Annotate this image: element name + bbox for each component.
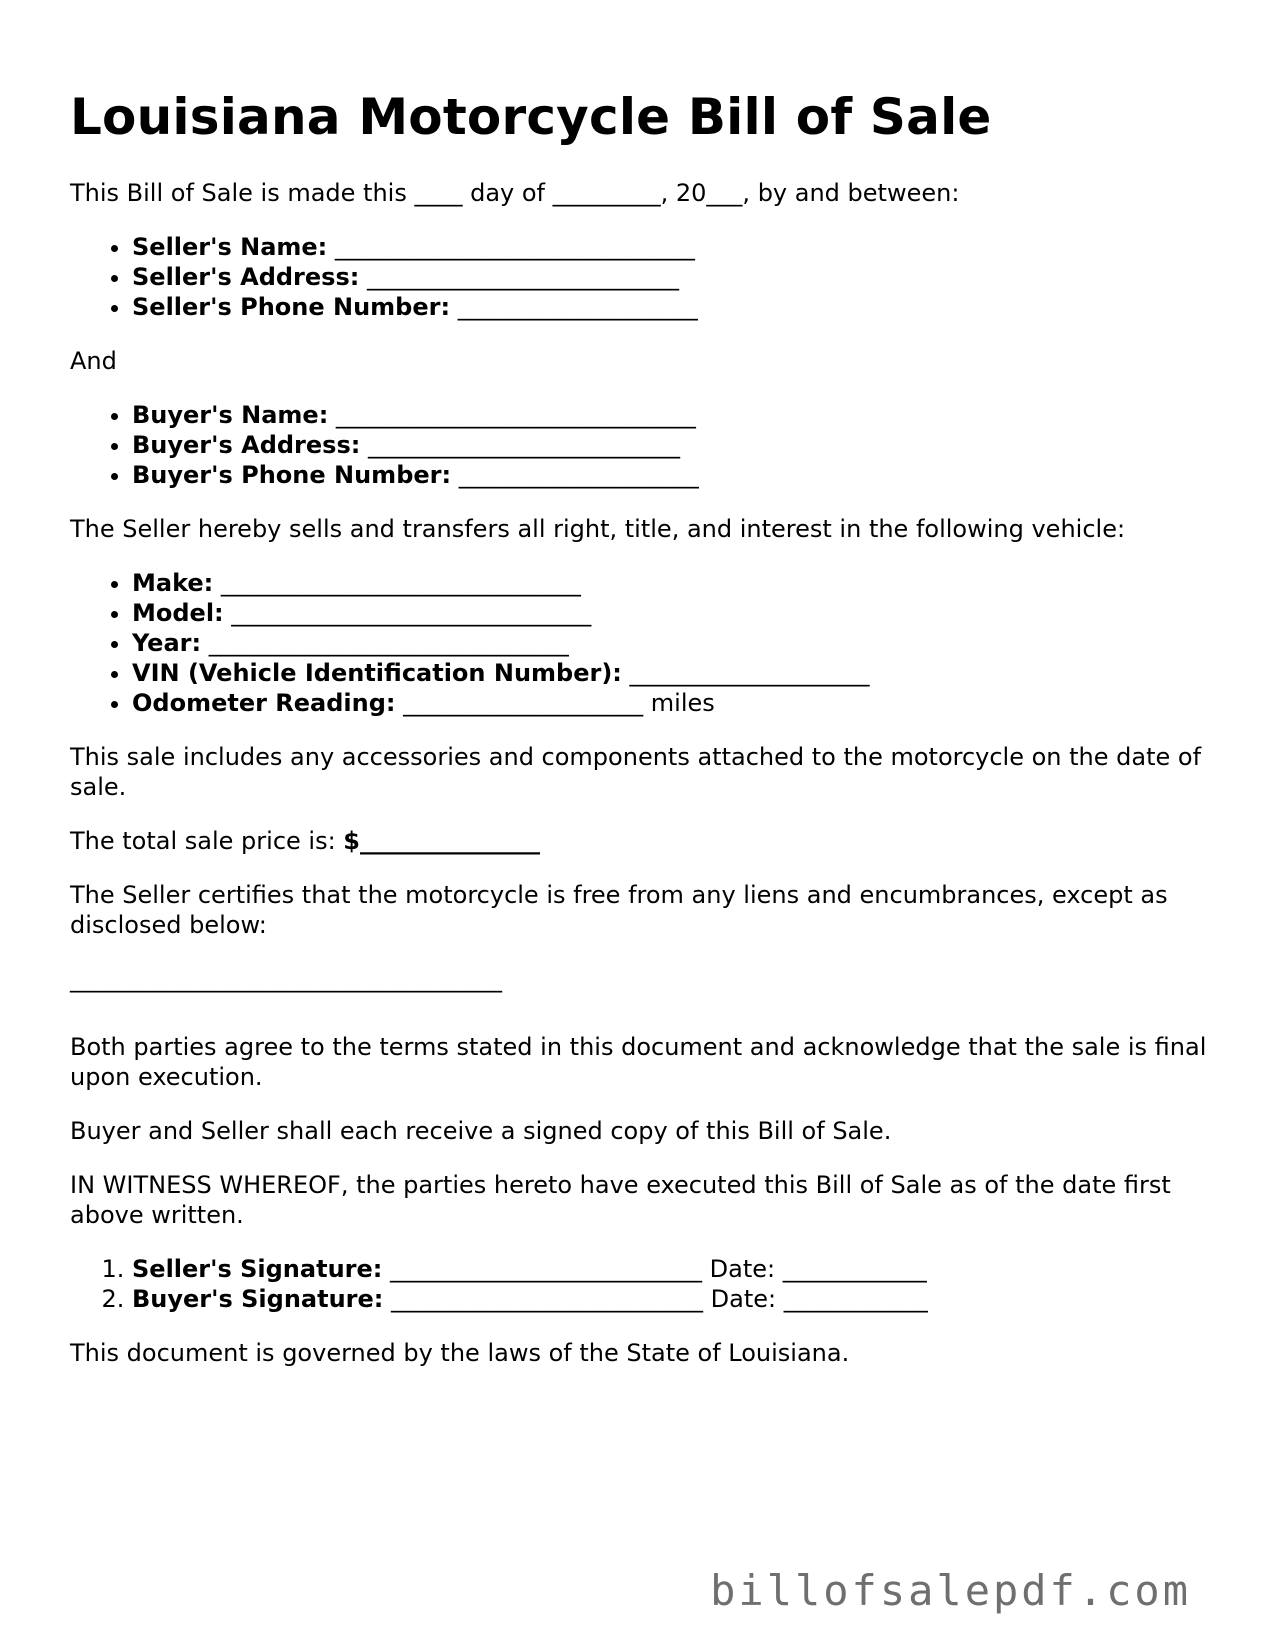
accessories-paragraph: This sale includes any accessories and components attached to the motorcycle on the date of sale. xyxy=(70,743,1202,801)
vehicle-model-item xyxy=(132,598,1210,628)
field-label: Buyer's Phone Number: xyxy=(132,461,452,489)
fill-blank: ____________________ xyxy=(451,461,699,489)
buyer-name-item xyxy=(132,400,1210,430)
buyer-phone-item xyxy=(132,460,1210,490)
field-label: VIN (Vehicle Identification Number): xyxy=(132,659,622,687)
field-label: Odometer Reading: xyxy=(132,689,396,717)
fill-blank: __________________________ xyxy=(360,431,680,459)
intro-paragraph: This Bill of Sale is made this ____ day of _________, 20___, by and between: xyxy=(70,179,960,207)
document-page xyxy=(70,80,1210,1392)
buyer-signature-item xyxy=(132,1284,1210,1314)
price-label: The total sale price is: xyxy=(70,827,344,855)
transfer-paragraph: The Seller hereby sells and transfers all right, title, and interest in the following vehicle: xyxy=(70,515,1126,543)
seller-info-list xyxy=(70,232,1210,322)
vehicle-info-list xyxy=(70,568,1210,718)
signature-label: Buyer's Signature: xyxy=(132,1285,384,1313)
vehicle-year-item xyxy=(132,628,1210,658)
signature-blank: __________________________ xyxy=(382,1255,702,1283)
field-label: Buyer's Name: xyxy=(132,401,329,429)
vehicle-vin-item xyxy=(132,658,1210,688)
date-blank: Date: ____________ xyxy=(703,1285,928,1313)
field-label: Seller's Name: xyxy=(132,233,328,261)
fill-blank: ______________________________ xyxy=(213,569,581,597)
liens-disclosure-blank: ____________________________________ xyxy=(70,965,502,993)
fill-blank: ____________________ xyxy=(450,293,698,321)
date-blank: Date: ____________ xyxy=(702,1255,927,1283)
seller-signature-item xyxy=(132,1254,1210,1284)
fill-blank: ______________________________ xyxy=(223,599,592,627)
fill-blank: ______________________________ xyxy=(327,233,695,261)
vehicle-odometer-item xyxy=(132,688,1210,718)
field-label: Seller's Address: xyxy=(132,263,360,291)
governing-law-paragraph: This document is governed by the laws of the State of Louisiana. xyxy=(70,1339,850,1367)
seller-phone-item xyxy=(132,292,1210,322)
buyer-address-item xyxy=(132,430,1210,460)
fill-blank: __________________________ xyxy=(359,263,679,291)
signature-blank: __________________________ xyxy=(383,1285,704,1313)
field-label: Year: xyxy=(132,629,202,657)
price-paragraph xyxy=(70,826,1210,856)
fill-blank: ______________________________ xyxy=(201,629,569,657)
unit-suffix: miles xyxy=(643,689,715,717)
buyer-info-list xyxy=(70,400,1210,490)
liens-paragraph: The Seller certifies that the motorcycle is free from any liens and encumbrances, except as disclosed below: xyxy=(70,881,1168,939)
agreement-paragraph: Both parties agree to the terms stated in this document and acknowledge that the sale is final upon execution. xyxy=(70,1033,1207,1091)
fill-blank: ____________________ xyxy=(395,689,644,717)
field-label: Model: xyxy=(132,599,224,627)
witness-paragraph: IN WITNESS WHEREOF, the parties hereto have executed this Bill of Sale as of the date first above written. xyxy=(70,1171,1171,1229)
and-text: And xyxy=(70,347,117,375)
signature-label: Seller's Signature: xyxy=(132,1255,383,1283)
fill-blank: ____________________ xyxy=(621,659,870,687)
document-title: Louisiana Motorcycle Bill of Sale xyxy=(70,88,992,146)
seller-address-item xyxy=(132,262,1210,292)
copy-paragraph: Buyer and Seller shall each receive a signed copy of this Bill of Sale. xyxy=(70,1117,892,1145)
field-label: Buyer's Address: xyxy=(132,431,361,459)
signature-list xyxy=(70,1254,1210,1314)
fill-blank: ______________________________ xyxy=(328,401,696,429)
field-label: Seller's Phone Number: xyxy=(132,293,451,321)
field-label: Make: xyxy=(132,569,214,597)
price-blank: $_______________ xyxy=(343,827,540,855)
seller-name-item xyxy=(132,232,1210,262)
watermark: billofsalepdf.com xyxy=(710,1566,1191,1615)
vehicle-make-item xyxy=(132,568,1210,598)
